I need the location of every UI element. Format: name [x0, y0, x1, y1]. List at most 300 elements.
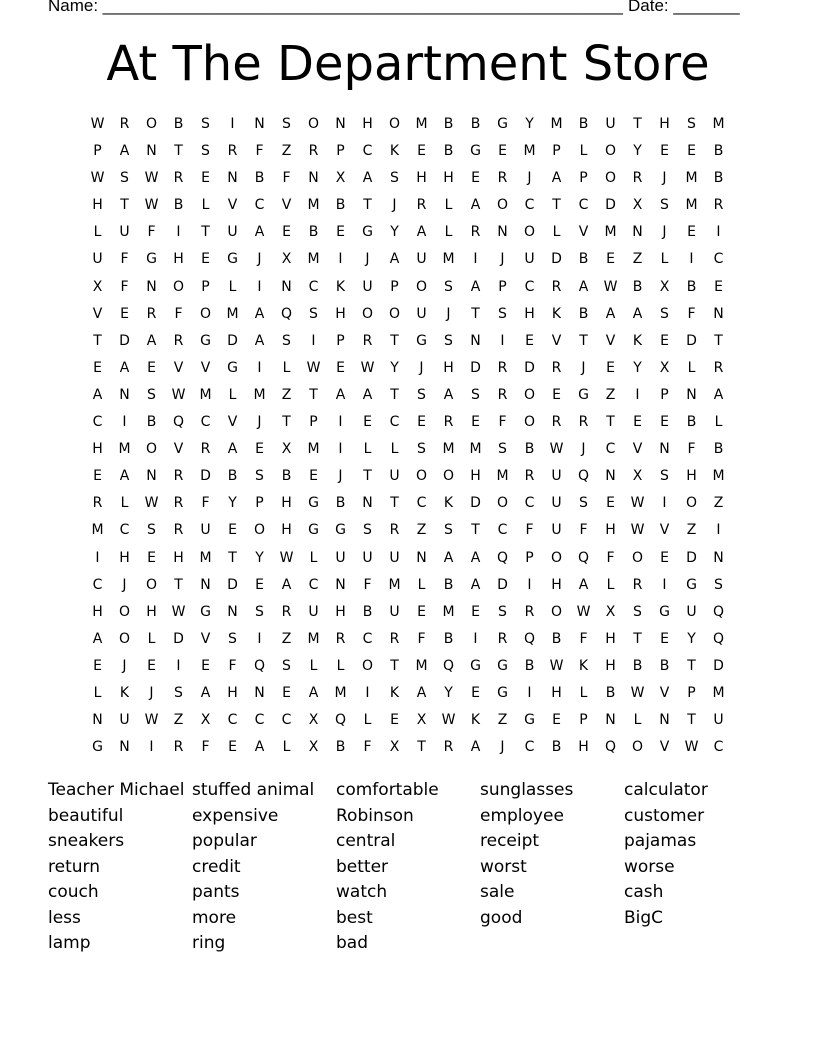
grid-letter: B [470, 116, 481, 132]
grid-row [84, 463, 732, 490]
grid-letter: G [497, 116, 508, 132]
grid-letter: O [172, 278, 185, 295]
grid-letter: A [92, 630, 103, 647]
grid-letter: K [470, 712, 481, 729]
grid-letter: R [551, 278, 562, 295]
grid-letter: R [416, 197, 427, 214]
grid-letter: B [713, 143, 724, 160]
grid-letter: N [227, 170, 238, 187]
grid-letter: L [444, 224, 453, 241]
word-list-item: cash [624, 882, 664, 902]
grid-letter: W [684, 739, 699, 756]
grid-letter: H [578, 739, 589, 756]
grid-letter: I [257, 359, 262, 376]
grid-letter: Y [444, 684, 453, 701]
grid-letter: H [119, 549, 130, 566]
grid-letter: M [307, 197, 320, 214]
grid-letter: M [118, 441, 131, 458]
grid-letter: W [441, 712, 456, 729]
word-list-item: customer [624, 805, 705, 826]
grid-letter: L [417, 576, 426, 593]
grid-letter: H [227, 684, 238, 701]
grid-letter: E [660, 414, 669, 431]
grid-letter: E [606, 251, 615, 268]
grid-row [84, 572, 732, 599]
grid-letter: K [119, 684, 130, 701]
grid-letter: G [200, 603, 211, 620]
grid-letter: D [227, 332, 238, 349]
grid-letter: R [173, 739, 184, 756]
grid-letter: R [632, 170, 643, 187]
grid-letter: J [257, 251, 262, 268]
grid-letter: O [631, 549, 644, 566]
grid-letter: K [389, 684, 400, 701]
grid-letter: I [473, 630, 478, 647]
grid-letter: C [605, 441, 616, 458]
grid-letter: Z [281, 630, 292, 647]
grid-letter: R [551, 359, 562, 376]
grid-letter: N [200, 576, 211, 593]
word-list-item: beautiful [48, 805, 124, 826]
grid-letter: J [338, 468, 343, 485]
grid-letter: F [417, 630, 426, 647]
grid-letter: E [282, 224, 291, 241]
grid-letter: G [470, 657, 481, 674]
grid-letter: K [578, 657, 589, 674]
grid-letter: M [334, 684, 347, 701]
grid-letter: N [335, 116, 346, 132]
grid-letter: P [552, 143, 561, 160]
word-list-item: couch [48, 882, 99, 902]
grid-letter: G [335, 522, 346, 539]
grid-letter: T [93, 332, 102, 349]
grid-letter: S [282, 657, 291, 674]
grid-letter: B [362, 603, 373, 620]
grid-letter: B [443, 630, 454, 647]
grid-letter: A [551, 170, 562, 187]
grid-letter: I [716, 522, 721, 539]
grid-letter: Q [253, 657, 266, 674]
grid-row [84, 192, 732, 219]
grid-letter: A [443, 386, 454, 403]
grid-letter: K [632, 332, 643, 349]
grid-letter: C [389, 414, 400, 431]
grid-letter: C [308, 576, 319, 593]
grid-letter: M [496, 468, 509, 485]
grid-letter: C [524, 495, 535, 512]
grid-letter: T [714, 332, 723, 349]
grid-letter: O [442, 468, 455, 485]
grid-letter: O [118, 603, 131, 620]
grid-letter: P [336, 332, 345, 349]
grid-letter: J [149, 684, 154, 701]
grid-letter: E [471, 603, 480, 620]
grid-letter: U [416, 251, 427, 268]
grid-row [84, 707, 732, 734]
grid-row [84, 355, 732, 382]
grid-letter: F [498, 414, 507, 431]
grid-letter: M [685, 170, 698, 187]
grid-letter: O [415, 278, 428, 295]
grid-letter: Q [712, 630, 725, 647]
grid-letter: Q [496, 549, 509, 566]
grid-letter: W [306, 359, 321, 376]
grid-letter: I [338, 414, 343, 431]
word-list-item: popular [192, 831, 257, 851]
grid-letter: H [281, 495, 292, 512]
grid-letter: Z [632, 251, 643, 268]
grid-letter: G [92, 739, 103, 756]
grid-letter: X [659, 359, 670, 376]
grid-letter: E [309, 468, 318, 485]
grid-letter: F [687, 441, 696, 458]
grid-letter: E [714, 278, 723, 295]
grid-row [84, 328, 732, 355]
grid-letter: P [525, 549, 534, 566]
grid-letter: F [147, 224, 156, 241]
grid-letter: M [307, 441, 320, 458]
grid-letter: C [281, 712, 292, 729]
grid-letter: F [282, 170, 291, 187]
grid-letter: E [660, 332, 669, 349]
grid-letter: N [146, 278, 157, 295]
grid-letter: X [281, 251, 292, 268]
grid-letter: O [388, 305, 401, 322]
grid-letter: O [145, 576, 158, 593]
grid-letter: H [605, 522, 616, 539]
grid-letter: S [471, 386, 480, 403]
grid-letter: C [254, 197, 265, 214]
grid-letter: Z [605, 386, 616, 403]
grid-letter: N [470, 332, 481, 349]
grid-letter: Q [577, 549, 590, 566]
grid-letter: E [417, 143, 426, 160]
grid-letter: A [362, 170, 373, 187]
grid-letter: F [579, 522, 588, 539]
grid-letter: A [416, 684, 427, 701]
grid-letter: I [716, 224, 721, 241]
grid-letter: A [416, 224, 427, 241]
grid-letter: A [119, 468, 130, 485]
grid-letter: S [201, 116, 210, 132]
grid-letter: R [578, 414, 589, 431]
grid-letter: G [686, 576, 697, 593]
word-list-item: pajamas [624, 831, 697, 851]
grid-letter: U [524, 251, 535, 268]
word-list-item: Teacher Michael [48, 780, 185, 800]
grid-letter: F [120, 251, 129, 268]
grid-letter: J [500, 251, 505, 268]
grid-letter: U [335, 549, 346, 566]
grid-letter: R [308, 143, 319, 160]
grid-letter: E [390, 712, 399, 729]
grid-letter: I [662, 495, 667, 512]
grid-letter: C [416, 495, 427, 512]
grid-letter: C [578, 197, 589, 214]
grid-letter: S [498, 603, 507, 620]
grid-letter: Z [173, 712, 184, 729]
grid-letter: O [145, 116, 158, 132]
grid-letter: N [227, 603, 238, 620]
grid-letter: U [92, 251, 103, 268]
grid-letter: H [605, 630, 616, 647]
grid-letter: A [254, 739, 265, 756]
grid-letter: L [201, 197, 210, 214]
grid-letter: H [524, 305, 535, 322]
grid-letter: C [524, 278, 535, 295]
grid-letter: R [497, 359, 508, 376]
grid-letter: D [227, 576, 238, 593]
word-list-item: sunglasses [480, 780, 574, 800]
grid-letter: H [173, 549, 184, 566]
grid-letter: B [632, 657, 643, 674]
grid-letter: U [605, 116, 616, 132]
grid-letter: G [227, 359, 238, 376]
grid-letter: N [659, 441, 670, 458]
grid-letter: D [119, 332, 130, 349]
grid-letter: U [227, 224, 238, 241]
grid-letter: H [173, 251, 184, 268]
grid-letter: H [416, 170, 427, 187]
grid-letter: T [120, 197, 129, 214]
grid-letter: B [686, 278, 697, 295]
grid-letter: E [255, 441, 264, 458]
grid-letter: N [659, 712, 670, 729]
grid-letter: M [442, 603, 455, 620]
word-list-item: credit [192, 856, 241, 877]
grid-letter: C [362, 630, 373, 647]
grid-letter: D [524, 359, 535, 376]
grid-letter: H [281, 522, 292, 539]
grid-letter: J [662, 224, 667, 241]
grid-letter: C [308, 278, 319, 295]
grid-letter: A [470, 197, 481, 214]
grid-letter: R [497, 170, 508, 187]
grid-letter: N [92, 712, 103, 729]
grid-letter: R [389, 630, 400, 647]
grid-letter: D [470, 495, 481, 512]
grid-letter: R [281, 603, 292, 620]
grid-letter: V [551, 332, 562, 349]
grid-letter: N [119, 739, 130, 756]
grid-letter: K [335, 278, 346, 295]
grid-letter: L [606, 576, 615, 593]
grid-letter: E [228, 522, 237, 539]
grid-letter: A [119, 359, 130, 376]
grid-letter: P [687, 684, 696, 701]
grid-letter: B [578, 251, 589, 268]
grid-letter: O [604, 170, 617, 187]
word-search-grid [84, 111, 732, 761]
word-list-item: pants [192, 882, 240, 902]
date-field-label: Date: _______ [628, 0, 740, 15]
grid-letter: C [713, 739, 724, 756]
grid-letter: A [92, 386, 103, 403]
grid-letter: A [389, 251, 400, 268]
grid-letter: F [606, 549, 615, 566]
grid-letter: N [686, 386, 697, 403]
grid-letter: E [417, 603, 426, 620]
grid-letter: T [390, 332, 399, 349]
grid-letter: N [308, 170, 319, 187]
grid-letter: C [119, 522, 130, 539]
grid-letter: V [200, 630, 211, 647]
grid-letter: D [173, 630, 184, 647]
grid-letter: B [686, 414, 697, 431]
grid-letter: R [470, 224, 481, 241]
grid-letter: W [549, 441, 564, 458]
grid-letter: L [147, 630, 156, 647]
grid-letter: W [576, 603, 591, 620]
grid-row [84, 138, 732, 165]
grid-letter: N [605, 468, 616, 485]
grid-letter: K [443, 495, 454, 512]
grid-letter: X [92, 278, 103, 295]
grid-letter: A [200, 684, 211, 701]
grid-letter: J [662, 170, 667, 187]
grid-letter: R [92, 495, 103, 512]
grid-letter: M [712, 468, 725, 485]
grid-row [84, 436, 732, 463]
word-list-item: more [192, 907, 237, 928]
grid-letter: R [551, 414, 562, 431]
grid-letter: P [201, 278, 210, 295]
grid-letter: R [227, 143, 238, 160]
grid-letter: O [253, 522, 266, 539]
grid-letter: N [713, 549, 724, 566]
grid-letter: W [90, 116, 105, 132]
grid-letter: T [579, 332, 588, 349]
grid-letter: I [527, 684, 532, 701]
grid-letter: U [389, 549, 400, 566]
grid-letter: M [550, 116, 563, 132]
grid-letter: P [309, 414, 318, 431]
grid-letter: X [308, 712, 319, 729]
grid-letter: L [282, 739, 291, 756]
grid-letter: G [659, 603, 670, 620]
grid-letter: A [254, 224, 265, 241]
grid-letter: H [686, 468, 697, 485]
grid-letter: I [176, 657, 181, 674]
grid-letter: A [254, 332, 265, 349]
grid-letter: U [551, 495, 562, 512]
grid-letter: P [579, 170, 588, 187]
word-list-item: worst [480, 856, 527, 877]
grid-letter: R [443, 739, 454, 756]
grid-letter: L [309, 657, 318, 674]
grid-letter: S [147, 386, 156, 403]
word-list-item: comfortable [336, 780, 439, 800]
grid-letter: A [146, 332, 157, 349]
word-list-item: sale [480, 882, 515, 902]
grid-letter: E [201, 170, 210, 187]
grid-letter: G [227, 251, 238, 268]
grid-letter: X [632, 468, 643, 485]
word-list-item: receipt [480, 831, 540, 851]
grid-letter: U [200, 522, 211, 539]
grid-letter: I [257, 630, 262, 647]
grid-letter: A [470, 739, 481, 756]
grid-letter: E [147, 359, 156, 376]
word-list-item: good [480, 907, 523, 928]
grid-letter: Q [334, 712, 347, 729]
grid-letter: I [500, 332, 505, 349]
grid-letter: W [144, 197, 159, 214]
grid-letter: B [443, 576, 454, 593]
page-title: At The Department Store [106, 36, 710, 92]
grid-letter: W [630, 684, 645, 701]
grid-letter: N [335, 576, 346, 593]
grid-letter: M [712, 116, 725, 132]
grid-letter: E [417, 414, 426, 431]
grid-letter: P [660, 386, 669, 403]
word-list-item: watch [336, 882, 388, 902]
grid-letter: Q [577, 468, 590, 485]
grid-letter: T [282, 414, 291, 431]
grid-letter: S [687, 116, 696, 132]
grid-letter: B [335, 495, 346, 512]
grid-letter: X [416, 712, 427, 729]
grid-letter: T [471, 522, 480, 539]
grid-letter: A [713, 386, 724, 403]
grid-letter: R [173, 468, 184, 485]
grid-row [84, 165, 732, 192]
grid-letter: I [338, 441, 343, 458]
grid-letter: R [632, 576, 643, 593]
grid-letter: I [149, 739, 154, 756]
grid-letter: Q [523, 630, 536, 647]
grid-letter: T [201, 224, 210, 241]
grid-letter: G [470, 143, 481, 160]
grid-letter: T [228, 549, 237, 566]
grid-letter: Y [525, 116, 534, 132]
grid-letter: L [552, 224, 561, 241]
grid-letter: E [471, 170, 480, 187]
grid-letter: D [551, 251, 562, 268]
word-list-item [480, 931, 624, 957]
grid-letter: Q [172, 414, 185, 431]
grid-letter: A [335, 386, 346, 403]
grid-row [84, 653, 732, 680]
grid-letter: Y [633, 359, 642, 376]
grid-letter: J [122, 576, 127, 593]
grid-letter: N [281, 278, 292, 295]
grid-letter: W [630, 522, 645, 539]
grid-letter: B [524, 441, 535, 458]
grid-letter: H [443, 170, 454, 187]
grid-letter: Q [280, 305, 293, 322]
grid-letter: S [309, 305, 318, 322]
grid-letter: Q [712, 603, 725, 620]
grid-letter: I [635, 386, 640, 403]
grid-letter: E [147, 549, 156, 566]
grid-letter: E [471, 684, 480, 701]
grid-letter: J [527, 170, 532, 187]
grid-letter: F [201, 739, 210, 756]
grid-row [84, 626, 732, 653]
grid-row [84, 219, 732, 246]
grid-letter: R [173, 522, 184, 539]
word-list-item: Robinson [336, 805, 414, 826]
grid-letter: V [227, 414, 238, 431]
grid-letter: I [473, 251, 478, 268]
grid-letter: S [660, 197, 669, 214]
grid-letter: U [308, 603, 319, 620]
grid-letter: M [307, 630, 320, 647]
grid-letter: B [524, 657, 535, 674]
grid-letter: D [686, 549, 697, 566]
grid-letter: H [335, 603, 346, 620]
